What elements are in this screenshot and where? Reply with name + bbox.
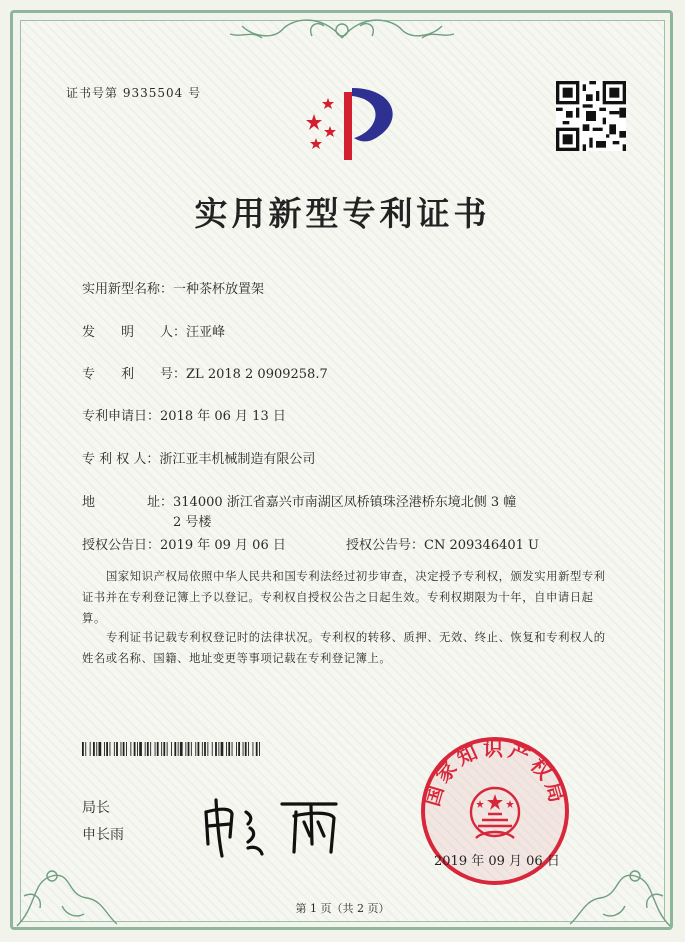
field-patent-no-value: ZL 2018 2 0909258.7 (186, 367, 328, 382)
field-inventor (82, 321, 225, 340)
cnipa-logo (294, 80, 408, 164)
certificate-title: 实用新型专利证书 (194, 194, 491, 233)
bottom-right-ornament (565, 836, 675, 932)
seal-text: 国家知识产权局 (419, 736, 571, 809)
field-address-label: 地 址： (82, 495, 174, 510)
barcode (82, 742, 262, 756)
field-announce-no-label: 授权公告号： (346, 538, 425, 553)
field-inventor-label: 发 明 人： (82, 325, 187, 340)
field-announce-date (82, 534, 286, 553)
body-paragraph-1 (82, 566, 612, 629)
body-para-1-text: 国家知识产权局依照中华人民共和国专利法经过初步审查，决定授予专利权，颁发实用新型专利证书并在专利登记簿上予以登记。专利权自授权公告之日起生效。专利权期限为十年，自申请日起算。 (82, 570, 606, 625)
field-announce-date-label: 授权公告日： (82, 538, 161, 553)
top-ornament (222, 8, 462, 48)
qr-code (556, 81, 626, 151)
field-announce-no-value: CN 209346401 U (424, 538, 539, 553)
field-address-cont (173, 511, 211, 530)
field-announce-no (346, 534, 539, 553)
field-announce-date-value: 2019 年 09 月 06 日 (160, 538, 286, 553)
cert-number-suffix: 号 (188, 86, 202, 100)
field-patent-no (82, 363, 328, 382)
field-address (82, 491, 516, 510)
body-para-2-text: 专利证书记载专利权登记时的法律状况。专利权的转移、质押、无效、终止、恢复和专利权人的姓名或名称、国籍、地址变更等事项记载在专利登记簿上。 (82, 631, 606, 665)
cert-number-label: 证书号第 (66, 86, 119, 100)
field-filing-date-label: 专利申请日： (82, 409, 161, 424)
certificate-number (66, 84, 201, 101)
field-name-label: 实用新型名称： (82, 282, 174, 297)
field-patentee-label: 专 利 权 人： (82, 452, 160, 467)
page-indicator: 第 1 页（共 2 页） (295, 902, 390, 915)
field-patentee-value: 浙江亚丰机械制造有限公司 (159, 452, 316, 467)
field-filing-date (82, 405, 286, 424)
field-address-line2: 2 号楼 (173, 515, 212, 530)
field-address-line1: 314000 浙江省嘉兴市南湖区凤桥镇珠泾港桥东境北侧 3 幢 (173, 495, 517, 510)
field-filing-date-value: 2018 年 06 月 13 日 (160, 409, 286, 424)
seal-date: 2019 年 09 月 06 日 (434, 854, 560, 869)
cert-number-value: 9335504 (122, 86, 184, 100)
director-signature (186, 782, 356, 862)
bottom-left-ornament (12, 836, 122, 932)
body-paragraph-2 (82, 627, 612, 669)
field-inventor-value: 汪亚峰 (186, 325, 226, 340)
director-title: 局长 (82, 800, 110, 816)
field-name (82, 278, 264, 297)
director-name: 申长雨 (82, 827, 124, 843)
field-patent-no-label: 专 利 号： (82, 367, 187, 382)
field-patentee (82, 448, 315, 467)
field-name-value: 一种茶杯放置架 (173, 282, 265, 297)
